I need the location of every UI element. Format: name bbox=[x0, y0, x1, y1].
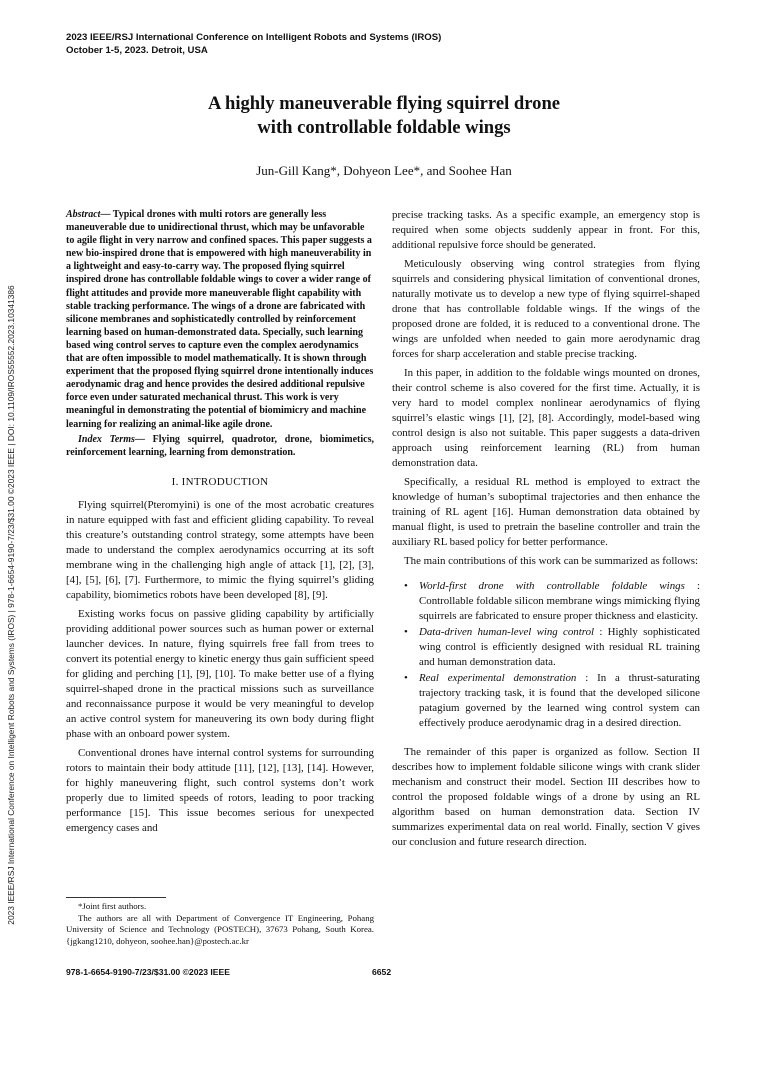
paper-title-line-2: with controllable foldable wings bbox=[257, 117, 511, 138]
body-paragraph: Conventional drones have internal control systems for surrounding rotors to maintain their body attitude [11], [12], [13], [14]. However, for highly maneuvering flight, such control systems don’t work properly due to limited speeds of rotors, leading to poor tracking performance [15]. This issue becomes serious for unexpected emergency cases and bbox=[66, 746, 374, 834]
body-paragraph: precise tracking tasks. As a specific example, an emergency stop is required when some objects suddenly appear in front. For this, additional repulsive force should be generated. bbox=[392, 209, 700, 251]
footnotes bbox=[66, 901, 374, 947]
body-paragraph: In this paper, in addition to the foldable wings mounted on drones, their control scheme is also covered for the first time. Actually, it is very hard to model complex nonlinear aerodynamics of flying squirrel’s elastic wings [1], [2], [8]. Accordingly, model-based wing control design is also not suitable. This paper suggests a data-driven approach using reinforcement learning (RL) from human demonstration data. bbox=[392, 367, 700, 469]
bullet-marker: • bbox=[404, 580, 408, 592]
bullet-marker: • bbox=[404, 626, 408, 638]
author-list: Jun-Gill Kang*, Dohyeon Lee*, and Soohee Han bbox=[256, 163, 512, 178]
contributions-list bbox=[392, 579, 700, 731]
sidebar-citation-id: 2023 IEEE/RSJ International Conference on Intelligent Robots and Systems (IROS) | 978-1-6654-9190-7/23/$31.00 ©2023 IEEE | DOI: 10.1109/IROS55552.2023.10341386 bbox=[6, 285, 16, 925]
conference-header bbox=[66, 31, 706, 57]
abstract bbox=[66, 208, 374, 431]
section-heading-introduction: I. INTRODUCTION bbox=[171, 475, 269, 488]
index-terms-text: — Flying squirrel, quadrotor, drone, biomimetics, reinforcement learning, learning from demonstration. bbox=[66, 433, 374, 458]
conference-name: 2023 IEEE/RSJ International Conference on Intelligent Robots and Systems (IROS) bbox=[66, 32, 442, 43]
contribution-text: : Controllable foldable silicon membrane wings mimicking flying squirrels are fabricated to ensure proper thickness and elasticity. bbox=[419, 580, 700, 622]
contribution-item bbox=[392, 625, 700, 670]
body-paragraph: The main contributions of this work can be summarized as follows: bbox=[404, 555, 698, 567]
body-paragraph: The remainder of this paper is organized as follow. Section II describes how to implement foldable silicone wings with crank slider mechanism and construct their model. Section III describes how to control the proposed foldable wings of a drone by using an RL algorithm based on human demonstration data. Section IV summarizes experimental data on real world. Finally, section V gives our conclusion and future research direction. bbox=[392, 746, 700, 848]
right-column bbox=[392, 208, 700, 854]
contribution-title: Real experimental demonstration bbox=[419, 672, 577, 684]
footnote-joint-authors: *Joint first authors. bbox=[78, 901, 147, 911]
body-paragraph: Existing works focus on passive gliding capability by artificially providing additional power sources such as human power or external launcher devices. In nature, flying squirrels free fall from trees to convert its potential energy to kinetic energy thus gain sufficient speed for gliding and perching [1], [9], [10]. To make better use of a flying squirrel-shaped drone in the practical missions such as surveillance and reconnaissance purpose it would be very meaningful to develop an active control system for maneuvering its own body during flight phase with an onboard power system. bbox=[66, 607, 374, 740]
body-paragraph: Specifically, a residual RL method is employed to extract the knowledge of human’s suboptimal trajectories and then enhance the training of RL agent [16]. Human demonstration data obtained by manual flight, is used to pretrain the baseline controller and train the auxiliary RL based policy for better performance. bbox=[392, 476, 700, 548]
conference-date-location: October 1-5, 2023. Detroit, USA bbox=[66, 45, 208, 56]
index-terms-label: Index Terms bbox=[78, 433, 135, 445]
body-paragraph: Meticulously observing wing control strategies from flying squirrels and considering physical limitation of conventional drones, naturally motivate us to develop a new type of flying squirrel-shaped drone that has controllable foldable wings. If the wings of the proposed drone are folded, it is reduced to a conventional drone. The wings are unfolded when needed to gain more aerodynamic drag forces for sharp acceleration and stable precise tracking. bbox=[392, 258, 700, 360]
contribution-title: Data-driven human-level wing control bbox=[419, 626, 595, 638]
abstract-text: — Typical drones with multi rotors are generally less maneuverable due to unidirectional thrust, which may be unfavorable to agile flight in very narrow and confined spaces. This paper suggests a new bio-inspired drone that is empowered with high maneuverability in a lightweight and easy-to-carry way. The proposed flying squirrel inspired drone has controllable foldable wings to cover a wider range of flight attitudes and provide more maneuverable flight capability with stable tracking performance. The wings of a drone are fabricated with silicone membranes and sophisticatedly controlled by reinforcement learning based on human-demonstrated data. Specially, such learning based wing control serves to capture even the complex aerodynamics that are often impossible to model mathematically. It is shown through experiment that the proposed flying squirrel drone intentionally induces aerodynamic drag and hence provides the desired additional repulsive force even under saturated mechanical thrust. This work is very meaningful in demonstrating the potential of biomimicry and machine learning for realizing an animal-like agile drone. bbox=[66, 209, 374, 430]
paper-title bbox=[84, 92, 684, 140]
paper-title-line-1: A highly maneuverable flying squirrel drone bbox=[207, 93, 561, 114]
page-number: 6652 bbox=[372, 967, 392, 977]
body-paragraph: Flying squirrel(Pteromyini) is one of the most acrobatic creatures in nature equipped with fast and efficient gliding capability. To reveal this creature’s outstanding control strategy, some attempts have been made to understand the complex aerodynamics occurring at its soft membrane wing in the challenging high angle of attack [1], [2], [3], [4], [5], [6], [7]. Furthermore, to mimic the flying squirrel’s gliding capability, biomimetics robots have been developed [8], [9]. bbox=[66, 498, 374, 601]
contribution-text: : Highly sophisticated wing control is efficiently designed with residual RL training and human demonstration data. bbox=[419, 626, 700, 668]
abstract-label: Abstract bbox=[66, 209, 101, 220]
footnote-divider bbox=[66, 897, 166, 898]
contribution-text: : In a thrust-saturating trajectory tracking task, it is found that the developed silicone patagium governed by the learned wing control system can effectively produce aerodynamic drag in a desired direction. bbox=[419, 672, 700, 729]
contribution-item bbox=[392, 579, 700, 624]
index-terms bbox=[66, 433, 374, 459]
footer-isbn: 978-1-6654-9190-7/23/$31.00 ©2023 IEEE bbox=[66, 967, 231, 977]
left-column bbox=[66, 208, 374, 840]
bullet-marker: • bbox=[404, 672, 408, 684]
contribution-item bbox=[392, 671, 700, 731]
contribution-title: World-first drone with controllable foldable wings bbox=[419, 580, 685, 592]
page-footer bbox=[66, 965, 706, 979]
footnote-affiliation: The authors are all with Department of Convergence IT Engineering, Pohang University of Science and Technology (POSTECH), 37673 Pohang, South Korea. {jgkang1210, dohyeon, soohee.han}@postech.ac.kr bbox=[66, 912, 374, 946]
